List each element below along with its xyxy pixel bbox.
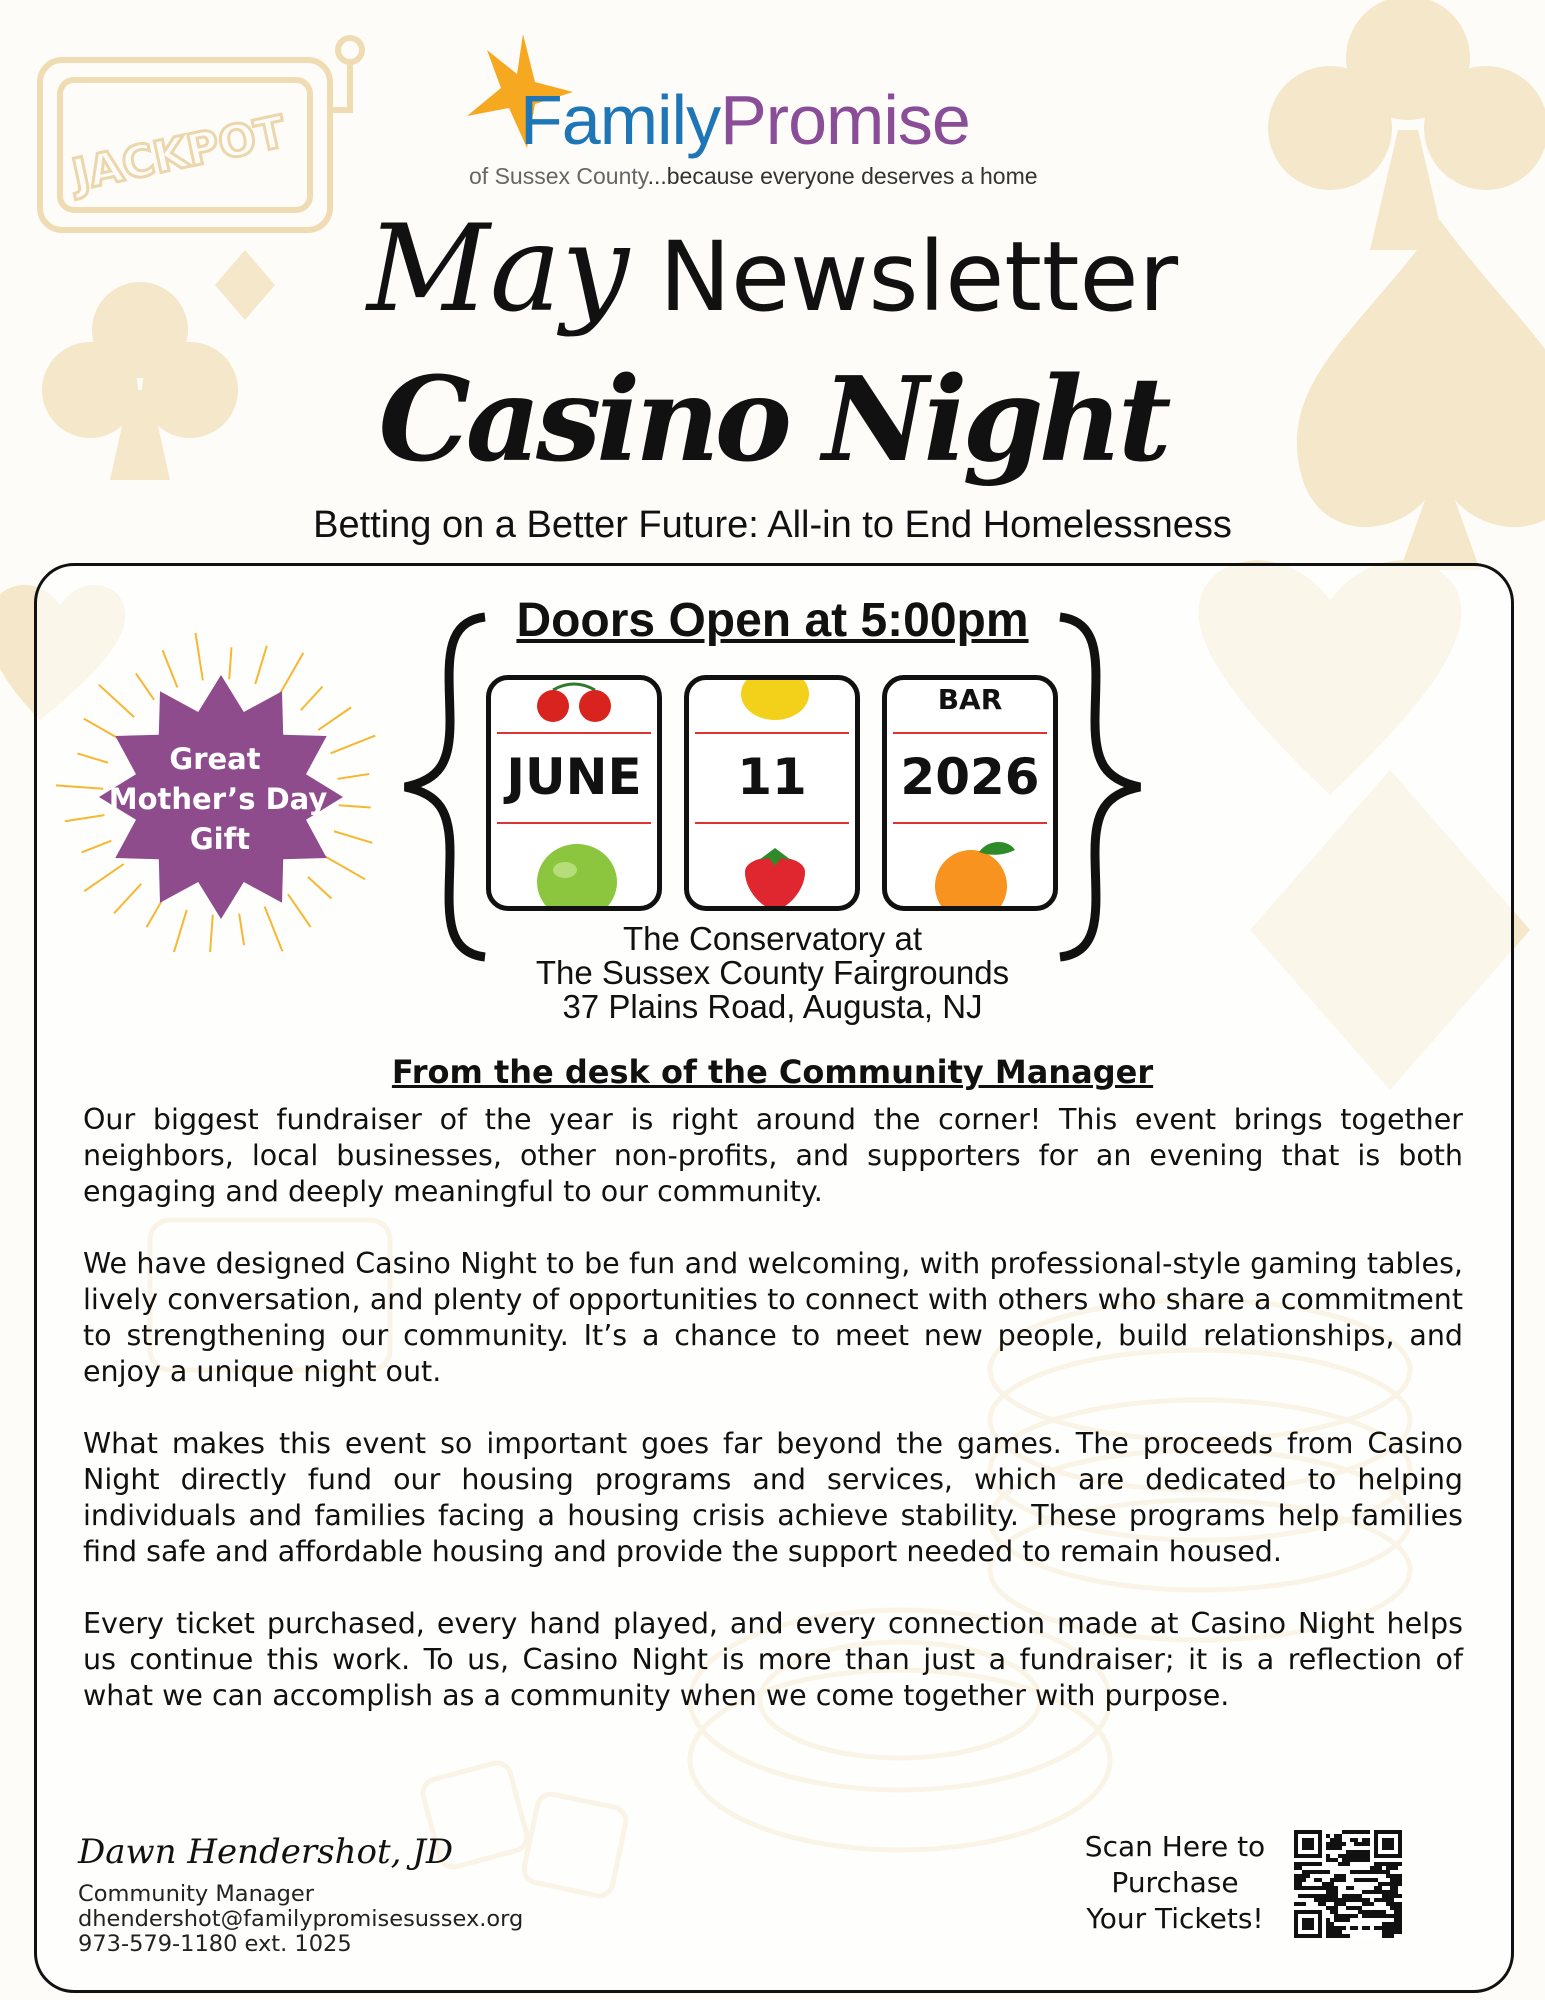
ticket-line-2: Purchase — [1111, 1866, 1239, 1899]
lemon-icon — [689, 680, 855, 730]
venue-address — [0, 922, 1545, 1024]
ticket-line-1: Scan Here to — [1084, 1830, 1266, 1863]
venue-line-1: The Conservatory at — [623, 920, 922, 957]
lime-icon — [491, 830, 657, 910]
reel-month — [486, 675, 662, 911]
letter-heading: From the desk of the Community Manager — [391, 1053, 1154, 1091]
logo-family-text: Family — [520, 81, 721, 159]
signature-email[interactable]: dhendershot@familypromisesussex.org — [78, 1906, 524, 1932]
logo-tagline-org: of Sussex County — [469, 163, 648, 189]
letter-paragraph: What makes this event so important goes far beyond the games. The proceeds from Casino Night directly fund our housing programs and services, which are dedicated to helping individuals and families facing a housing crisis achieve stability. These programs help families find safe and affordable housing and provide the support needed to remain housed. — [83, 1427, 1463, 1568]
venue-line-3: 37 Plains Road, Augusta, NJ — [562, 988, 983, 1025]
page-title — [0, 200, 1545, 339]
letter-paragraph: Our biggest fundraiser of the year is right around the corner! This event brings together neighbors, local businesses, other non-profits, and supporters for an evening that is both engaging and deeply meaningful to our community. — [83, 1103, 1463, 1208]
badge-line-2: Mother’s Day — [108, 782, 328, 816]
letter-body — [83, 1102, 1463, 1750]
jackpot-sign-label: JACKPOT — [67, 106, 291, 202]
strawberry-icon — [689, 830, 855, 910]
logo-wordmark — [520, 80, 970, 160]
title-newsletter: Newsletter — [659, 221, 1179, 333]
badge-line-3: Gift — [189, 822, 251, 856]
logo-promise-text: Promise — [720, 81, 970, 159]
right-brace — [1050, 612, 1150, 962]
venue-line-2: The Sussex County Fairgrounds — [535, 954, 1010, 991]
ticket-callout — [1070, 1829, 1280, 1937]
doors-open-heading: Doors Open at 5:00pm — [516, 594, 1029, 647]
orange-icon — [887, 830, 1053, 910]
cherries-icon — [491, 680, 657, 730]
qr-code-icon[interactable] — [1294, 1830, 1402, 1938]
mothers-day-badge — [56, 632, 386, 952]
left-brace — [395, 612, 495, 962]
letter-paragraph: Every ticket purchased, every hand played, and every connection made at Casino Night helps us continue this work. To us, Casino Night is more than just a fundraiser; it is a reflection of what we can accomplish as a community when we come together with purpose. — [83, 1607, 1463, 1712]
badge-line-1: Great — [169, 742, 261, 776]
signature-name: Dawn Hendershot, JD — [78, 1832, 454, 1872]
title-month: May — [366, 200, 630, 339]
event-tagline: Betting on a Better Future: All-in to End Homelessness — [313, 504, 1232, 546]
casino-night-title: Casino Night — [378, 352, 1167, 488]
family-promise-logo — [465, 30, 1085, 200]
bar-label: BAR — [937, 683, 1003, 716]
reel-month-text: JUNE — [506, 748, 642, 806]
reel-day-text: 11 — [737, 748, 807, 806]
ticket-line-3: Your Tickets! — [1086, 1902, 1264, 1935]
letter-paragraph: We have designed Casino Night to be fun and welcoming, with professional-style gaming tables, lively conversation, and plenty of opportunities to connect with others who share a commitment to strengthening our community. It’s a chance to meet new people, build relationships, and enjoy a unique night out. — [83, 1247, 1463, 1388]
signature-role: Community Manager — [78, 1881, 314, 1907]
logo-tagline — [469, 163, 1038, 190]
reel-day — [684, 675, 860, 911]
logo-tagline-rest: ...because everyone deserves a home — [647, 163, 1038, 189]
reel-year — [882, 675, 1058, 911]
contact-info — [78, 1882, 523, 1957]
reel-year-top — [887, 680, 1053, 730]
signature-phone[interactable]: 973-579-1180 ext. 1025 — [78, 1931, 352, 1957]
reel-year-text: 2026 — [900, 748, 1040, 806]
